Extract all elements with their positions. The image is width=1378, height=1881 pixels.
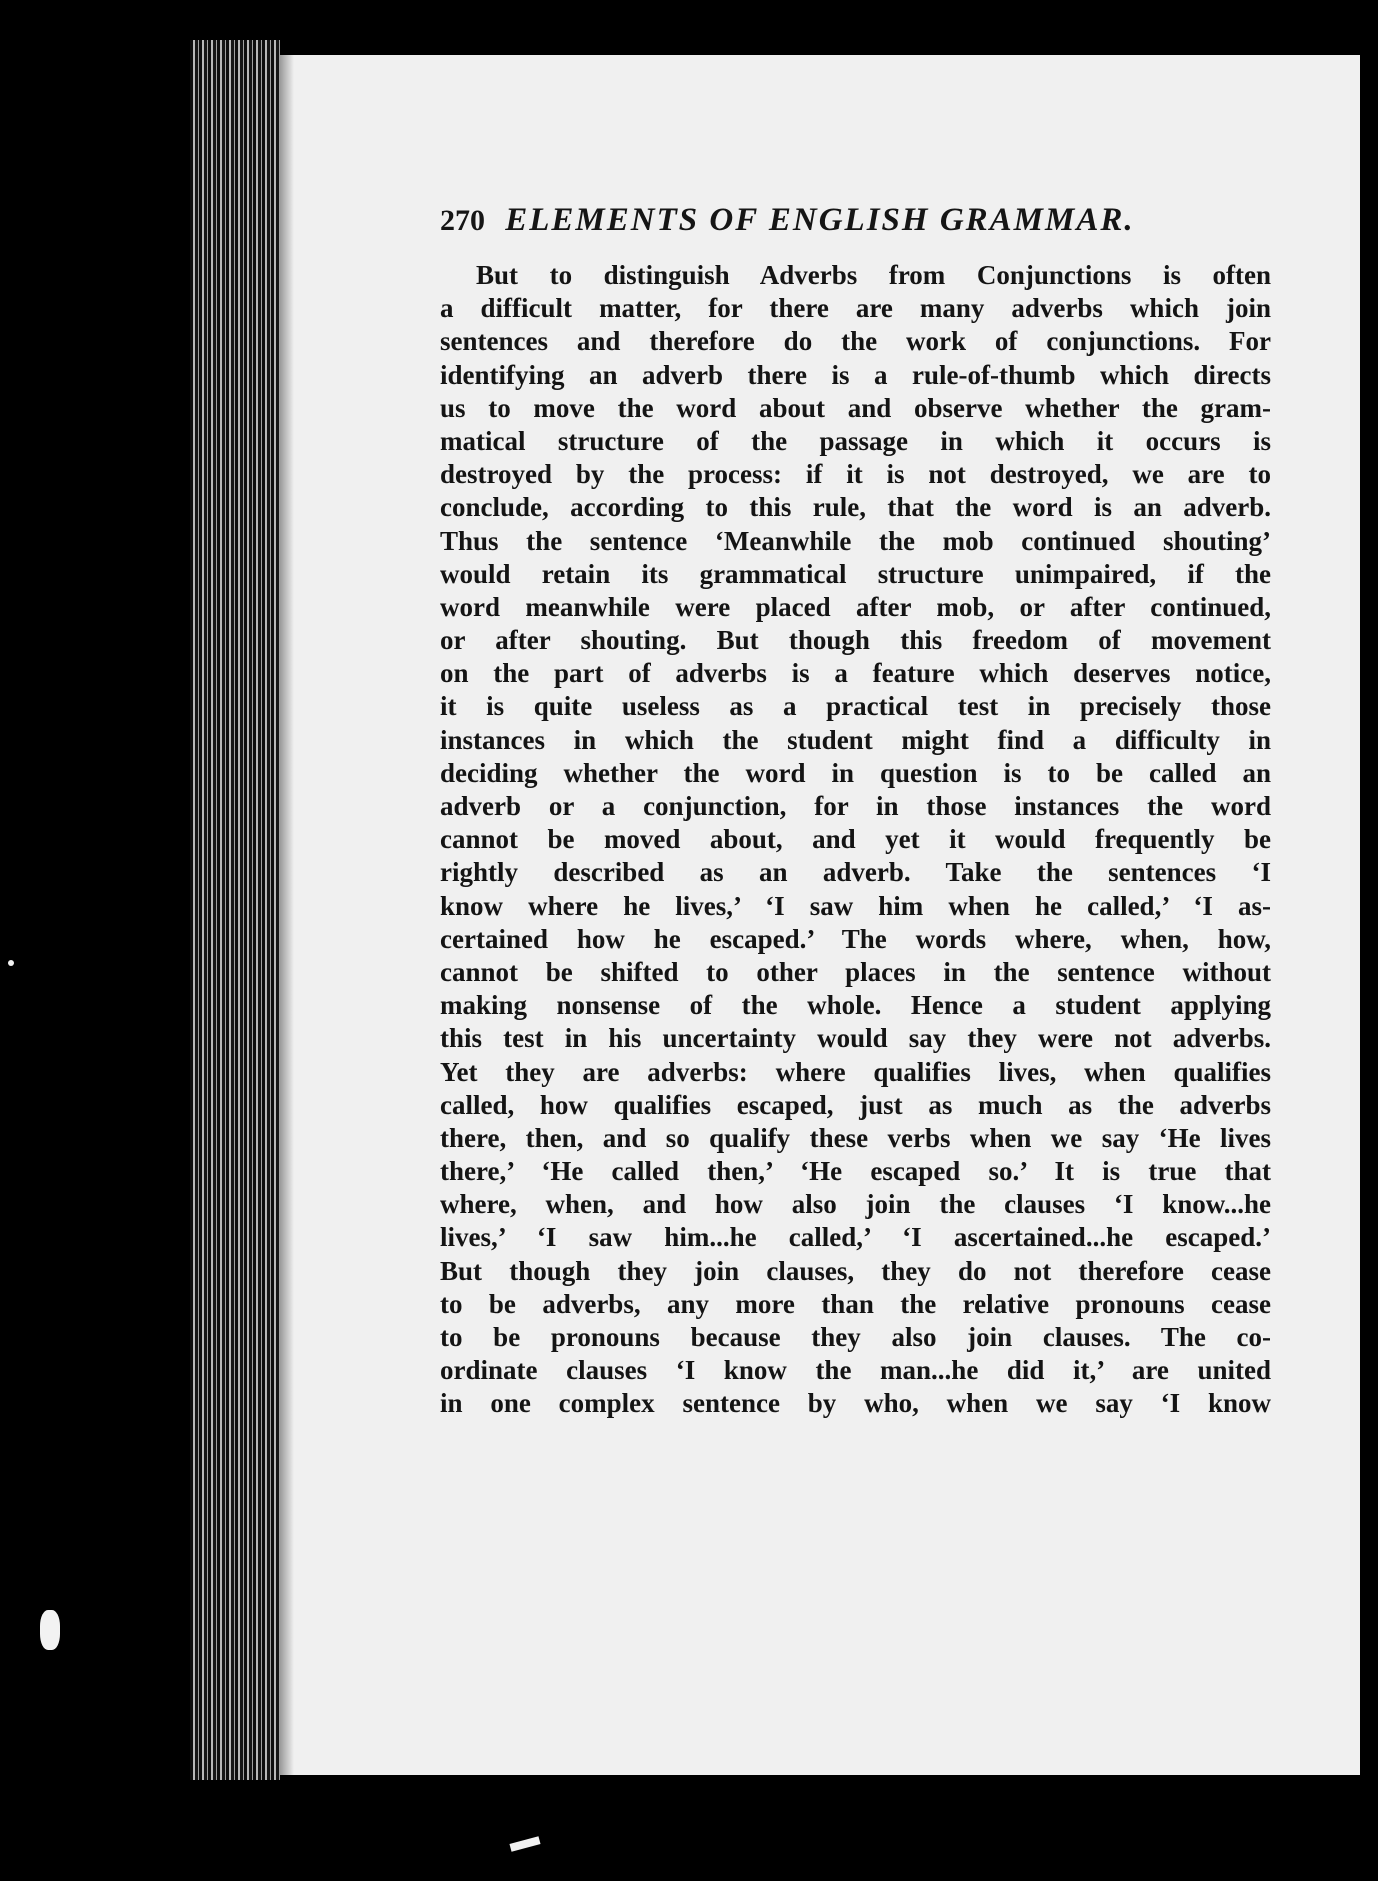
text-line: Yet they are adverbs: where qualifies lives, when qualifies [440,1056,1271,1087]
text-line: rightly described as an adverb. Take the sentences ‘I [440,857,1271,888]
text-line: cannot be moved about, and yet it would frequently be [440,824,1271,855]
text-line: word meanwhile were placed after mob, or after continued, [440,591,1271,622]
text-line: there, then, and so qualify these verbs when we say ‘He lives [440,1122,1271,1153]
text-line: deciding whether the word in question is to be called an [440,757,1271,788]
text-line: instances in which the student might find a difficulty in [440,724,1271,755]
text-line: it is quite useless as a practical test in precisely those [440,691,1271,722]
text-line: making nonsense of the whole. Hence a student applying [440,990,1271,1021]
text-line: But to distinguish Adverbs from Conjunctions is often [476,260,1271,290]
page-edges [190,40,280,1780]
running-title: ELEMENTS OF ENGLISH GRAMMAR. [505,202,1135,238]
page-number: 270 [440,204,485,237]
text-line: sentences and therefore do the work of conjunctions. For [440,326,1271,357]
text-line: certained how he escaped.’ The words where, when, how, [440,923,1271,954]
text-line: lives,’ ‘I saw him...he called,’ ‘I ascertained...he escaped.’ [440,1222,1271,1253]
text-line: to be pronouns because they also join clauses. The co- [440,1322,1271,1352]
text-line: or after shouting. But though this freedom of movement [440,625,1271,656]
text-line: to be adverbs, any more than the relative pronouns cease [440,1288,1271,1319]
margin-speck [8,960,14,966]
text-line: Thus the sentence ‘Meanwhile the mob continued shouting’ [440,525,1271,556]
text-line: called, how qualifies escaped, just as much as the adverbs [440,1089,1271,1120]
text-line: on the part of adverbs is a feature which deserves notice, [440,658,1271,689]
text-line: ordinate clauses ‘I know the man...he did it,’ are united [440,1355,1271,1386]
text-line: destroyed by the process: if it is not destroyed, we are to [440,459,1271,490]
text-line: where, when, and how also join the clauses ‘I know...he [440,1189,1271,1220]
text-line: this test in his uncertainty would say they were not adverbs. [440,1023,1271,1054]
text-line: us to move the word about and observe whether the gram- [440,392,1271,423]
text-line: matical structure of the passage in which it occurs is [440,425,1271,456]
text-line: adverb or a conjunction, for in those instances the word [440,791,1271,821]
text-line: in one complex sentence by who, when we say ‘I know [440,1388,1271,1419]
text-line: cannot be shifted to other places in the sentence without [440,956,1271,987]
text-line: conclude, according to this rule, that the word is an adverb. [440,492,1271,523]
margin-speck [509,1836,540,1851]
text-line: But though they join clauses, they do not therefore cease [440,1255,1271,1286]
text-line: identifying an adverb there is a rule-of-thumb which directs [440,359,1271,390]
text-line: know where he lives,’ ‘I saw him when he called,’ ‘I as- [440,890,1271,921]
running-head [440,202,1240,252]
book-page [280,55,1360,1775]
text-line: there,’ ‘He called then,’ ‘He escaped so.’ It is true that [440,1156,1271,1187]
margin-speck [40,1610,60,1650]
text-line: would retain its grammatical structure unimpaired, if the [440,558,1271,589]
body-paragraph [440,259,1271,1421]
text-line: a difficult matter, for there are many adverbs which join [440,293,1271,324]
